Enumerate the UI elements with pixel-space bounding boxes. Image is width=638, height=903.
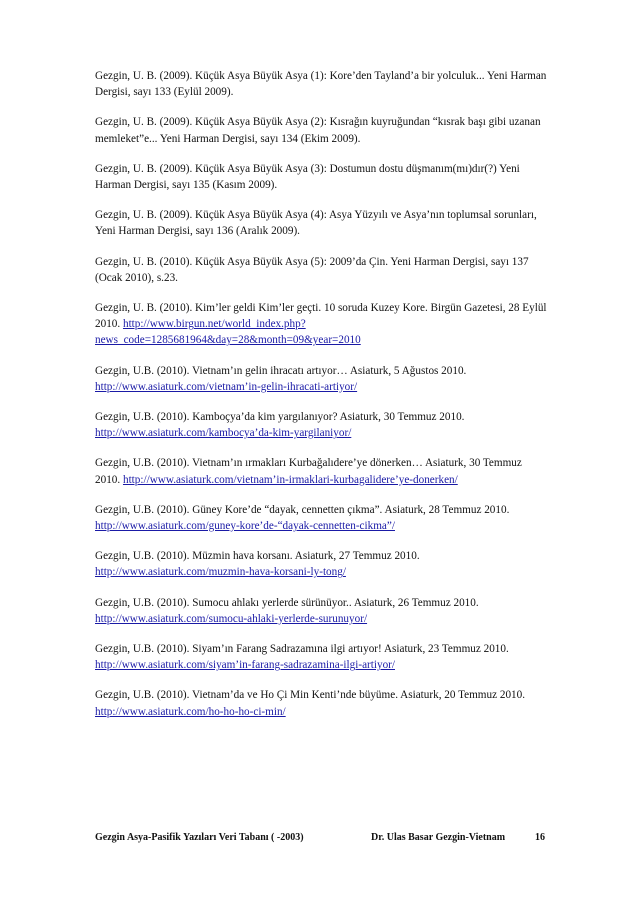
reference-item xyxy=(95,68,547,100)
reference-item xyxy=(95,207,547,239)
reference-text: Gezgin, U. B. (2009). Küçük Asya Büyük Asya (2): Kısrağın kuyruğundan “kısrak başı gibi uzanan memleket”e... Yeni Harman Dergisi, sayı 134 (Ekim 2009). xyxy=(95,116,541,145)
reference-text: Gezgin, U.B. (2010). Vietnam’ın gelin ihracatı artıyor… Asiaturk, 5 Ağustos 2010. xyxy=(95,364,467,377)
reference-list xyxy=(95,68,547,734)
reference-text: Gezgin, U. B. (2010). Kim’ler geldi Kim’ler geçti. 10 soruda Kuzey Kore. Birgün Gazetesi, 28 Eylül 2010. xyxy=(95,302,547,331)
reference-item xyxy=(95,502,547,534)
reference-text: Gezgin, U.B. (2010). Sumocu ahlakı yerlerde sürünüyor.. Asiaturk, 26 Temmuz 2010. xyxy=(95,596,479,609)
reference-text: Gezgin, U. B. (2009). Küçük Asya Büyük Asya (4): Asya Yüzyılı ve Asya’nın toplumsal sorunları, Yeni Harman Dergisi, sayı 136 (Aralık 2009). xyxy=(95,209,537,238)
reference-link[interactable]: http://www.asiaturk.com/sumocu-ahlaki-yerlerde-surunuyor/ xyxy=(95,612,368,625)
reference-item xyxy=(95,161,547,193)
reference-text: Gezgin, U.B. (2010). Siyam’ın Farang Sadrazamına ilgi artıyor! Asiaturk, 23 Temmuz 2010. xyxy=(95,643,509,656)
reference-item xyxy=(95,641,547,673)
reference-text: Gezgin, U.B. (2010). Vietnam’ın ırmakları Kurbağalıdere’ye dönerken… Asiaturk, 30 Temmuz 2010. xyxy=(95,457,522,486)
reference-item xyxy=(95,455,547,487)
reference-link[interactable]: http://www.asiaturk.com/kambocya’da-kim-yargilaniyor/ xyxy=(95,427,352,440)
reference-item xyxy=(95,300,547,349)
reference-text: Gezgin, U.B. (2010). Kamboçya’da kim yargılanıyor? Asiaturk, 30 Temmuz 2010. xyxy=(95,411,465,424)
reference-link[interactable]: http://www.asiaturk.com/muzmin-hava-korsani-ly-tong/ xyxy=(95,566,346,579)
reference-item xyxy=(95,595,547,627)
footer-title: Gezgin Asya-Pasifik Yazıları Veri Tabanı ( -2003) xyxy=(95,832,304,843)
reference-text: Gezgin, U. B. (2009). Küçük Asya Büyük Asya (3): Dostumun dostu düşmanım(mı)dır(?) Yeni Harman Dergisi, sayı 135 (Kasım 2009). xyxy=(95,162,520,192)
reference-link[interactable]: http://www.asiaturk.com/guney-kore’de-“dayak-cennetten-cikma”/ xyxy=(95,520,395,533)
page-number: 16 xyxy=(535,832,545,843)
reference-text: Gezgin, U. B. (2009). Küçük Asya Büyük Asya (1): Kore’den Tayland’a bir yolculuk... Yeni Harman Dergisi, sayı 133 (Eylül 2009). xyxy=(95,70,547,99)
footer-author: Dr. Ulas Basar Gezgin-Vietnam xyxy=(371,832,506,843)
reference-link[interactable]: http://www.asiaturk.com/siyam’in-farang-sadrazamina-ilgi-artiyor/ xyxy=(95,659,395,672)
reference-link[interactable]: http://www.birgun.net/world_index.php?news_code=1285681964&day=28&month=09&year=2010 xyxy=(95,318,361,347)
reference-text: Gezgin, U.B. (2010). Vietnam’da ve Ho Çi Min Kenti’nde büyüme. Asiaturk, 20 Temmuz 2010. xyxy=(95,689,526,702)
reference-link[interactable]: http://www.asiaturk.com/vietnam’in-gelin-ihracati-artiyor/ xyxy=(95,380,358,393)
reference-item xyxy=(95,548,547,580)
reference-item xyxy=(95,363,547,395)
reference-item xyxy=(95,687,547,719)
reference-text: Gezgin, U. B. (2010). Küçük Asya Büyük Asya (5): 2009’da Çin. Yeni Harman Dergisi, sayı 137 (Ocak 2010), s.23. xyxy=(95,255,529,284)
reference-item xyxy=(95,114,547,146)
reference-link[interactable]: http://www.asiaturk.com/vietnam’in-irmaklari-kurbagalidere’ye-donerken/ xyxy=(122,473,458,486)
reference-text: Gezgin, U.B. (2010). Müzmin hava korsanı. Asiaturk, 27 Temmuz 2010. xyxy=(95,550,420,563)
reference-link[interactable]: http://www.asiaturk.com/ho-ho-ho-ci-min/ xyxy=(95,705,286,718)
reference-text: Gezgin, U.B. (2010). Güney Kore’de “dayak, cennetten çıkma”. Asiaturk, 28 Temmuz 2010. xyxy=(95,503,510,516)
reference-item xyxy=(95,254,547,286)
reference-item xyxy=(95,409,547,441)
